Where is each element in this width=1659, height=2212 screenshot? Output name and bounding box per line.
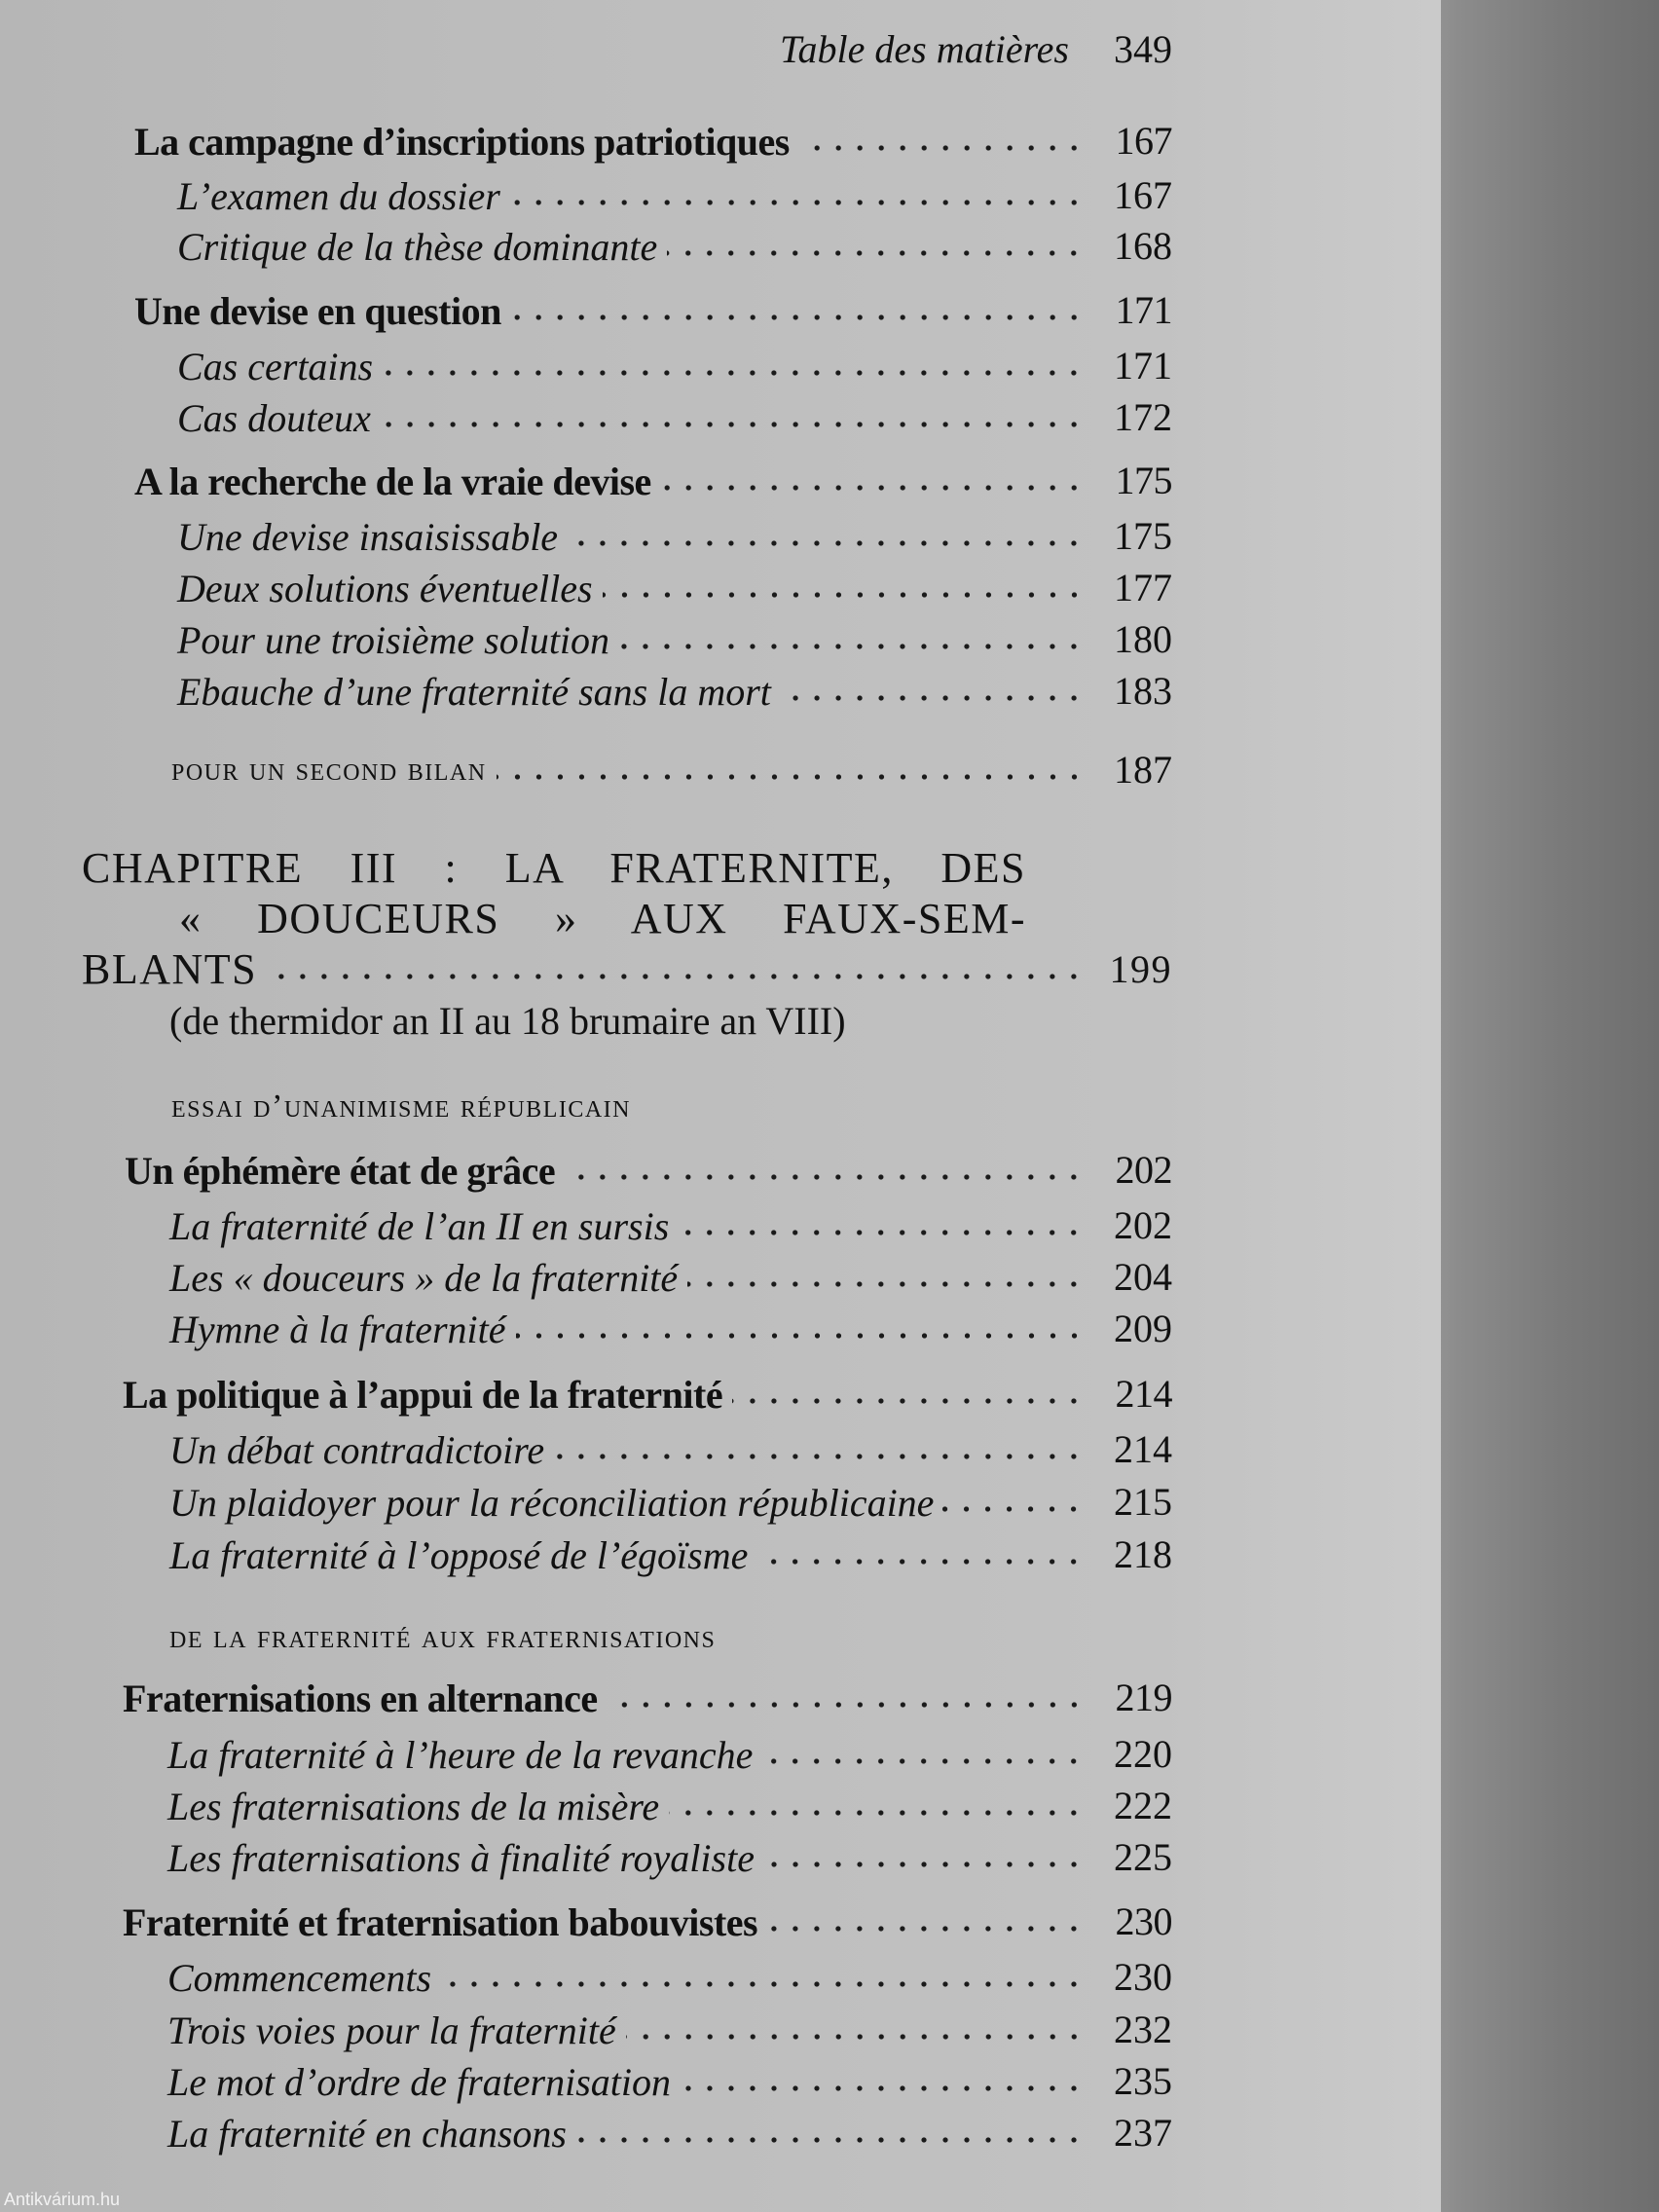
- chapter-title-line-1: CHAPITRE III : LA FRATERNITE, DES: [82, 844, 1026, 892]
- toc-sub-commencements[interactable]: [167, 1951, 1172, 2004]
- entry-page: 172: [1114, 395, 1172, 439]
- leader-dots: [936, 1503, 1085, 1515]
- leader-dots: [757, 1556, 1085, 1567]
- binding-shadow: [1414, 0, 1659, 2212]
- entry-label: L’examen du dossier: [177, 173, 500, 218]
- entry-page: 171: [1114, 344, 1172, 387]
- entry-label: La politique à l’appui de la fraternité: [123, 1372, 723, 1417]
- leader-dots: [799, 142, 1085, 154]
- entry-page: 230: [1115, 1899, 1172, 1943]
- watermark: Antikvárium.hu: [4, 2190, 121, 2209]
- leader-dots: [679, 1227, 1085, 1238]
- entry-label: Cas douteux: [177, 395, 371, 440]
- entry-page: 202: [1114, 1203, 1172, 1247]
- entry-page: 214: [1115, 1372, 1172, 1416]
- chapter-heading[interactable]: [82, 843, 1172, 1048]
- entry-page: 220: [1114, 1732, 1172, 1776]
- toc-sub-cas-certains[interactable]: [177, 340, 1172, 392]
- entry-page: 177: [1114, 566, 1172, 609]
- entry-label: Les fraternisations à finalité royaliste: [167, 1835, 755, 1880]
- leader-dots: [497, 771, 1085, 783]
- entry-page: 230: [1114, 1955, 1172, 1999]
- toc-section-babouvistes[interactable]: [123, 1896, 1172, 1948]
- entry-page: 175: [1115, 459, 1172, 502]
- leader-dots: [732, 1395, 1085, 1407]
- toc-sub-ebauche[interactable]: [177, 665, 1172, 718]
- part-heading-fraternisations: de la fraternité aux fraternisations: [169, 1619, 717, 1655]
- toc-sub-debat[interactable]: [169, 1423, 1172, 1476]
- toc-sub-plaidoyer[interactable]: [169, 1476, 1172, 1529]
- toc-section-alternance[interactable]: [123, 1672, 1172, 1724]
- leader-dots: [603, 589, 1085, 601]
- leader-dots: [568, 537, 1085, 549]
- entry-page: 218: [1114, 1532, 1172, 1576]
- leader-dots: [687, 1278, 1085, 1290]
- leader-dots: [576, 2134, 1085, 2146]
- entry-label: Fraternité et fraternisation babouvistes: [123, 1899, 758, 1944]
- entry-label: Les fraternisations de la misère: [167, 1784, 660, 1828]
- toc-sub-douceurs[interactable]: [169, 1251, 1172, 1304]
- leader-dots: [608, 1699, 1085, 1711]
- leader-dots: [667, 247, 1085, 259]
- toc-sub-mot-ordre[interactable]: [167, 2055, 1172, 2108]
- entry-page: 235: [1114, 2059, 1172, 2103]
- leader-dots: [661, 482, 1085, 494]
- toc-section-politique[interactable]: [123, 1368, 1172, 1420]
- header-page-number: 349: [1114, 26, 1172, 71]
- toc-section-campagne[interactable]: [134, 115, 1172, 167]
- toc-sub-trois-voies[interactable]: [167, 2004, 1172, 2056]
- entry-page: 180: [1114, 617, 1172, 661]
- leader-dots: [767, 1923, 1085, 1935]
- entry-page: 167: [1115, 119, 1172, 163]
- leader-dots: [626, 2031, 1085, 2043]
- entry-label: La fraternité à l’heure de la revanche: [167, 1732, 754, 1777]
- entry-label: Une devise insaisissable: [177, 514, 559, 559]
- entry-page: 215: [1114, 1480, 1172, 1524]
- entry-page: 214: [1114, 1427, 1172, 1471]
- chapter-title-line-2: « DOUCEURS » AUX FAUX-SEM-: [179, 895, 1026, 942]
- toc-sub-royaliste[interactable]: [167, 1831, 1172, 1884]
- entry-page: 175: [1114, 514, 1172, 558]
- toc-sub-revanche[interactable]: [167, 1728, 1172, 1781]
- leader-dots: [511, 312, 1085, 323]
- entry-label: Le mot d’ordre de fraternisation: [167, 2059, 672, 2104]
- leader-dots: [554, 1451, 1085, 1462]
- entry-page: 171: [1115, 288, 1172, 332]
- leader-dots: [669, 1807, 1085, 1819]
- leader-dots: [781, 692, 1085, 704]
- entry-label: La fraternité en chansons: [167, 2111, 567, 2156]
- entry-label: Fraternisations en alternance: [123, 1676, 598, 1720]
- entry-label: La fraternité de l’an II en sursis: [169, 1203, 670, 1248]
- entry-label: Un éphémère état de grâce: [125, 1148, 556, 1193]
- part-heading-unanimisme: essai d’unanimisme républicain: [171, 1088, 632, 1124]
- entry-page: 187: [1114, 748, 1172, 792]
- entry-label: A la recherche de la vraie devise: [134, 459, 651, 503]
- entry-page: 219: [1115, 1676, 1172, 1719]
- leader-dots: [383, 367, 1085, 379]
- toc-section-devise[interactable]: [134, 284, 1172, 337]
- entry-page: 204: [1114, 1255, 1172, 1299]
- entry-page: 202: [1115, 1148, 1172, 1192]
- entry-label: Deux solutions éventuelles: [177, 566, 593, 610]
- toc-sub-examen[interactable]: [177, 169, 1172, 222]
- chapter-page: 199: [1109, 947, 1172, 991]
- entry-label: La fraternité à l’opposé de l’égoïsme: [169, 1532, 749, 1577]
- entry-page: 232: [1114, 2008, 1172, 2051]
- leader-dots: [764, 1859, 1085, 1870]
- toc-sub-misere[interactable]: [167, 1780, 1172, 1832]
- toc-sub-deux-solutions[interactable]: [177, 562, 1172, 614]
- toc-sub-cas-douteux[interactable]: [177, 391, 1172, 444]
- leader-dots: [762, 1755, 1085, 1767]
- entry-page: 237: [1114, 2111, 1172, 2155]
- entry-page: 168: [1114, 224, 1172, 268]
- chapter-dates: (de thermidor an II au 18 brumaire an VIII): [169, 999, 846, 1043]
- entry-label: Ebauche d’une fraternité sans la mort: [177, 669, 771, 714]
- entry-label: Trois voies pour la fraternité: [167, 2008, 616, 2052]
- leader-dots: [565, 1171, 1085, 1183]
- leader-dots: [381, 419, 1085, 430]
- leader-dots: [516, 1330, 1086, 1342]
- entry-page: 225: [1114, 1835, 1172, 1879]
- entry-label: Une devise en question: [134, 288, 501, 333]
- toc-sub-troisieme-solution[interactable]: [177, 613, 1172, 666]
- toc-sub-critique[interactable]: [177, 220, 1172, 273]
- toc-sub-chansons[interactable]: [167, 2107, 1172, 2159]
- entry-label: Un plaidoyer pour la réconciliation républicaine: [169, 1480, 935, 1525]
- entry-label: Les « douceurs » de la fraternité: [169, 1255, 679, 1300]
- running-header: [720, 19, 1172, 78]
- header-title: Table des matières: [779, 26, 1069, 71]
- leader-dots: [681, 2083, 1085, 2094]
- toc-sub-sursis[interactable]: [169, 1199, 1172, 1252]
- entry-label: Commencements: [167, 1955, 432, 2000]
- toc-sub-hymne[interactable]: [169, 1303, 1172, 1355]
- toc-section-etat-grace[interactable]: [125, 1144, 1172, 1197]
- entry-page: 222: [1114, 1784, 1172, 1827]
- entry-label: La campagne d’inscriptions patriotiques: [134, 119, 790, 164]
- toc-sub-egoisme[interactable]: [169, 1529, 1172, 1581]
- entry-page: 167: [1114, 173, 1172, 217]
- entry-label: Pour une troisième solution: [177, 617, 610, 662]
- entry-label: Un débat contradictoire: [169, 1427, 545, 1472]
- toc-sub-insaisissable[interactable]: [177, 510, 1172, 563]
- entry-label: Hymne à la fraternité: [169, 1307, 506, 1351]
- entry-label: Critique de la thèse dominante: [177, 224, 658, 269]
- entry-page: 209: [1114, 1307, 1172, 1350]
- leader-dots: [619, 641, 1085, 652]
- leader-dots: [269, 971, 1085, 982]
- toc-section-recherche[interactable]: [134, 455, 1172, 507]
- entry-page: 183: [1114, 669, 1172, 713]
- chapter-title-line-3: BLANTS: [82, 945, 258, 993]
- leader-dots: [441, 1978, 1085, 1990]
- toc-bilan[interactable]: [171, 744, 1172, 796]
- leader-dots: [510, 197, 1085, 208]
- entry-label: Cas certains: [177, 344, 374, 388]
- entry-label: pour un second bilan: [171, 752, 487, 788]
